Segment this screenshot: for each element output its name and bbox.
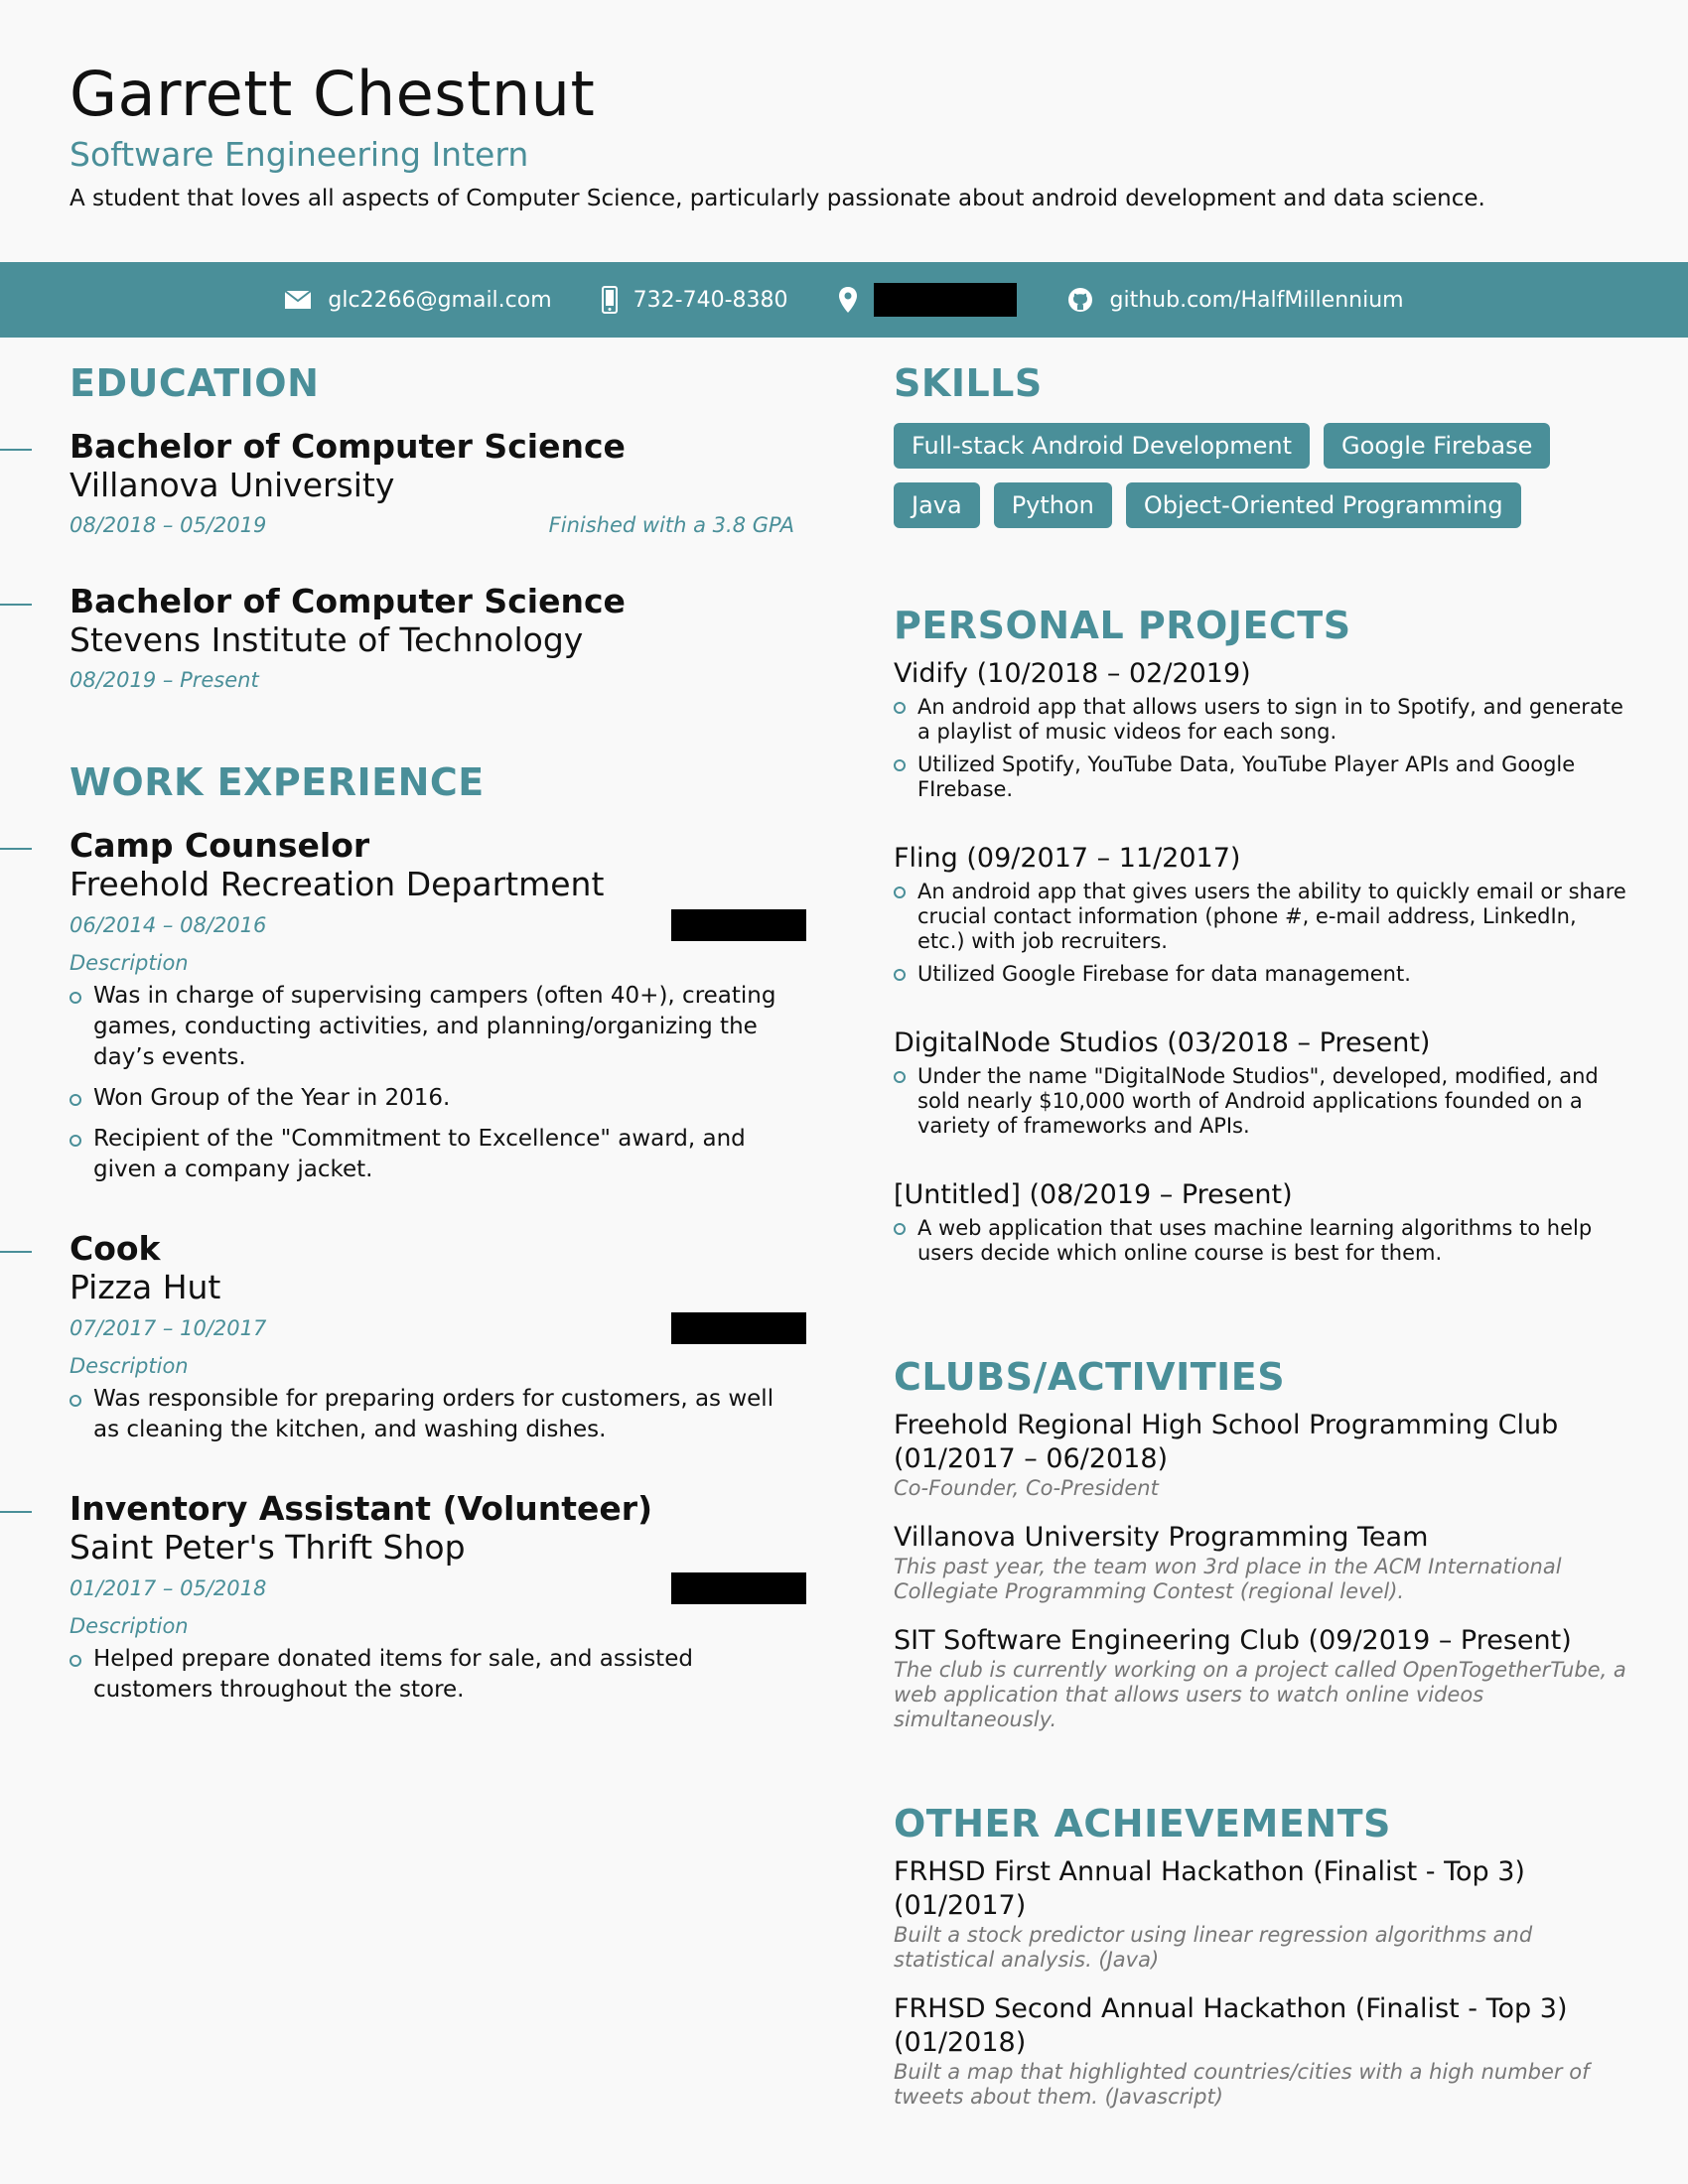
skill-tag: Object-Oriented Programming xyxy=(1126,482,1521,528)
redacted-location xyxy=(671,1312,806,1344)
club-title: Villanova University Programming Team xyxy=(894,1522,1429,1553)
school-name: Villanova University xyxy=(70,466,395,504)
job-meta xyxy=(70,909,804,941)
club-entry-1 xyxy=(894,1409,1628,1501)
skills-list xyxy=(894,423,1589,528)
location-pin-icon xyxy=(838,286,858,314)
project-title: [Untitled] (08/2019 – Present) xyxy=(894,1179,1293,1210)
achievement-entry-2 xyxy=(894,1992,1628,2110)
education-meta xyxy=(70,665,804,695)
list-item: Was in charge of supervising campers (often 40+), creating games, conducting activities, and planning/organizing the day’s events. xyxy=(70,981,804,1073)
contact-location xyxy=(838,283,1017,317)
education-entry-2 xyxy=(70,582,804,695)
list-item: Under the name "DigitalNode Studios", developed, modified, and sold nearly $10,000 worth of Android applications founded on a variety of frameworks and APIs. xyxy=(894,1064,1628,1139)
list-item: Helped prepare donated items for sale, and assisted customers throughout the store. xyxy=(70,1644,804,1706)
redacted-location xyxy=(874,283,1017,317)
project-bullets xyxy=(894,1064,1628,1139)
work-entry-2 xyxy=(70,1229,804,1445)
employer-name: Saint Peter's Thrift Shop xyxy=(70,1528,466,1567)
achievement-description: Built a stock predictor using linear regression algorithms and statistical analysis. (Java) xyxy=(894,1923,1533,1972)
job-bullets xyxy=(70,1384,804,1445)
description-label: Description xyxy=(70,1614,189,1638)
contact-github[interactable] xyxy=(1066,286,1404,314)
work-entry-3 xyxy=(70,1489,804,1706)
job-bullets xyxy=(70,1644,804,1706)
job-title: Camp Counselor xyxy=(70,826,370,865)
project-title: DigitalNode Studios (03/2018 – Present) xyxy=(894,1027,1431,1058)
project-entry-1 xyxy=(894,657,1628,802)
education-dates: 08/2019 – Present xyxy=(70,668,259,692)
project-entry-2 xyxy=(894,842,1628,987)
employer-name: Pizza Hut xyxy=(70,1268,221,1306)
list-item: An android app that allows users to sign in to Spotify, and generate a playlist of music videos for each song. xyxy=(894,695,1628,745)
phone-icon xyxy=(602,286,618,314)
contact-phone[interactable] xyxy=(602,286,788,314)
achievement-entry-1 xyxy=(894,1855,1628,1973)
email-text[interactable]: glc2266@gmail.com xyxy=(328,287,552,313)
job-meta xyxy=(70,1572,804,1604)
club-title: SIT Software Engineering Club (09/2019 – Present) xyxy=(894,1625,1572,1656)
work-heading: WORK EXPERIENCE xyxy=(70,760,485,804)
list-item: Won Group of the Year in 2016. xyxy=(70,1083,804,1114)
degree-title: Bachelor of Computer Science xyxy=(70,582,626,620)
skill-tag: Full-stack Android Development xyxy=(894,423,1310,469)
education-heading: EDUCATION xyxy=(70,361,320,405)
skill-tag: Google Firebase xyxy=(1324,423,1550,469)
redacted-location xyxy=(671,909,806,941)
list-item: Utilized Spotify, YouTube Data, YouTube Player APIs and Google FIrebase. xyxy=(894,752,1628,802)
github-icon xyxy=(1066,286,1094,314)
achievement-title: FRHSD First Annual Hackathon (Finalist - Top 3) (01/2017) xyxy=(894,1856,1525,1921)
description-label: Description xyxy=(70,1354,189,1378)
candidate-summary: A student that loves all aspects of Computer Science, particularly passionate about android development and data science. xyxy=(70,186,1485,211)
left-column xyxy=(70,359,804,1715)
list-item: A web application that uses machine learning algorithms to help users decide which online course is best for them. xyxy=(894,1216,1628,1266)
job-title: Inventory Assistant (Volunteer) xyxy=(70,1489,653,1528)
skills-heading: SKILLS xyxy=(894,361,1043,405)
club-description: The club is currently working on a project called OpenTogetherTube, a web application that allows users to watch online videos simultaneously. xyxy=(894,1658,1626,1731)
entry-marker xyxy=(0,449,32,451)
candidate-role: Software Engineering Intern xyxy=(70,135,529,174)
job-dates: 07/2017 – 10/2017 xyxy=(70,1316,267,1340)
list-item: Recipient of the "Commitment to Excellence" award, and given a company jacket. xyxy=(70,1124,804,1185)
project-bullets xyxy=(894,1216,1628,1266)
entry-marker xyxy=(0,1251,32,1253)
entry-marker xyxy=(0,1511,32,1513)
job-meta xyxy=(70,1312,804,1344)
candidate-name: Garrett Chestnut xyxy=(70,58,596,130)
job-bullets xyxy=(70,981,804,1185)
education-dates: 08/2018 – 05/2019 xyxy=(70,513,267,537)
education-meta xyxy=(70,510,804,540)
github-text[interactable]: github.com/HalfMillennium xyxy=(1109,287,1404,313)
club-title: Freehold Regional High School Programming Club (01/2017 – 06/2018) xyxy=(894,1410,1559,1474)
job-dates: 06/2014 – 08/2016 xyxy=(70,913,267,937)
project-entry-4 xyxy=(894,1178,1628,1266)
entry-marker xyxy=(0,848,32,850)
right-column xyxy=(894,359,1628,2110)
degree-title: Bachelor of Computer Science xyxy=(70,427,626,466)
club-description: Co-Founder, Co-President xyxy=(894,1476,1159,1500)
project-title: Vidify (10/2018 – 02/2019) xyxy=(894,658,1251,689)
skill-tag: Java xyxy=(894,482,980,528)
contact-email[interactable] xyxy=(284,288,551,313)
projects-heading: PERSONAL PROJECTS xyxy=(894,604,1351,647)
entry-marker xyxy=(0,604,32,606)
description-label: Description xyxy=(70,951,189,975)
project-entry-3 xyxy=(894,1026,1628,1139)
clubs-heading: CLUBS/ACTIVITIES xyxy=(894,1355,1286,1399)
club-entry-2 xyxy=(894,1521,1628,1604)
achievement-title: FRHSD Second Annual Hackathon (Finalist - Top 3) (01/2018) xyxy=(894,1993,1568,2058)
education-entry-1 xyxy=(70,427,804,540)
phone-text[interactable]: 732-740-8380 xyxy=(633,287,788,313)
achievements-heading: OTHER ACHIEVEMENTS xyxy=(894,1802,1391,1845)
list-item: Utilized Google Firebase for data management. xyxy=(894,962,1628,987)
redacted-location xyxy=(671,1572,806,1604)
club-entry-3 xyxy=(894,1624,1628,1732)
work-entry-1 xyxy=(70,826,804,1185)
list-item: An android app that gives users the ability to quickly email or share crucial contact information (phone #, e-mail address, LinkedIn, etc.) with job recruiters. xyxy=(894,880,1628,954)
club-description: This past year, the team won 3rd place in the ACM International Collegiate Programming Contest (regional level). xyxy=(894,1555,1562,1603)
skill-tag: Python xyxy=(994,482,1112,528)
project-bullets xyxy=(894,880,1628,987)
job-dates: 01/2017 – 05/2018 xyxy=(70,1576,267,1600)
achievement-description: Built a map that highlighted countries/cities with a high number of tweets about them. (Javascript) xyxy=(894,2060,1590,2109)
job-title: Cook xyxy=(70,1229,161,1268)
education-note: Finished with a 3.8 GPA xyxy=(548,513,794,537)
contact-bar xyxy=(0,262,1688,338)
envelope-icon xyxy=(284,290,312,310)
project-title: Fling (09/2017 – 11/2017) xyxy=(894,843,1241,874)
school-name: Stevens Institute of Technology xyxy=(70,620,584,659)
employer-name: Freehold Recreation Department xyxy=(70,865,605,903)
resume-header xyxy=(70,58,1618,214)
list-item: Was responsible for preparing orders for customers, as well as cleaning the kitchen, and washing dishes. xyxy=(70,1384,804,1445)
project-bullets xyxy=(894,695,1628,802)
